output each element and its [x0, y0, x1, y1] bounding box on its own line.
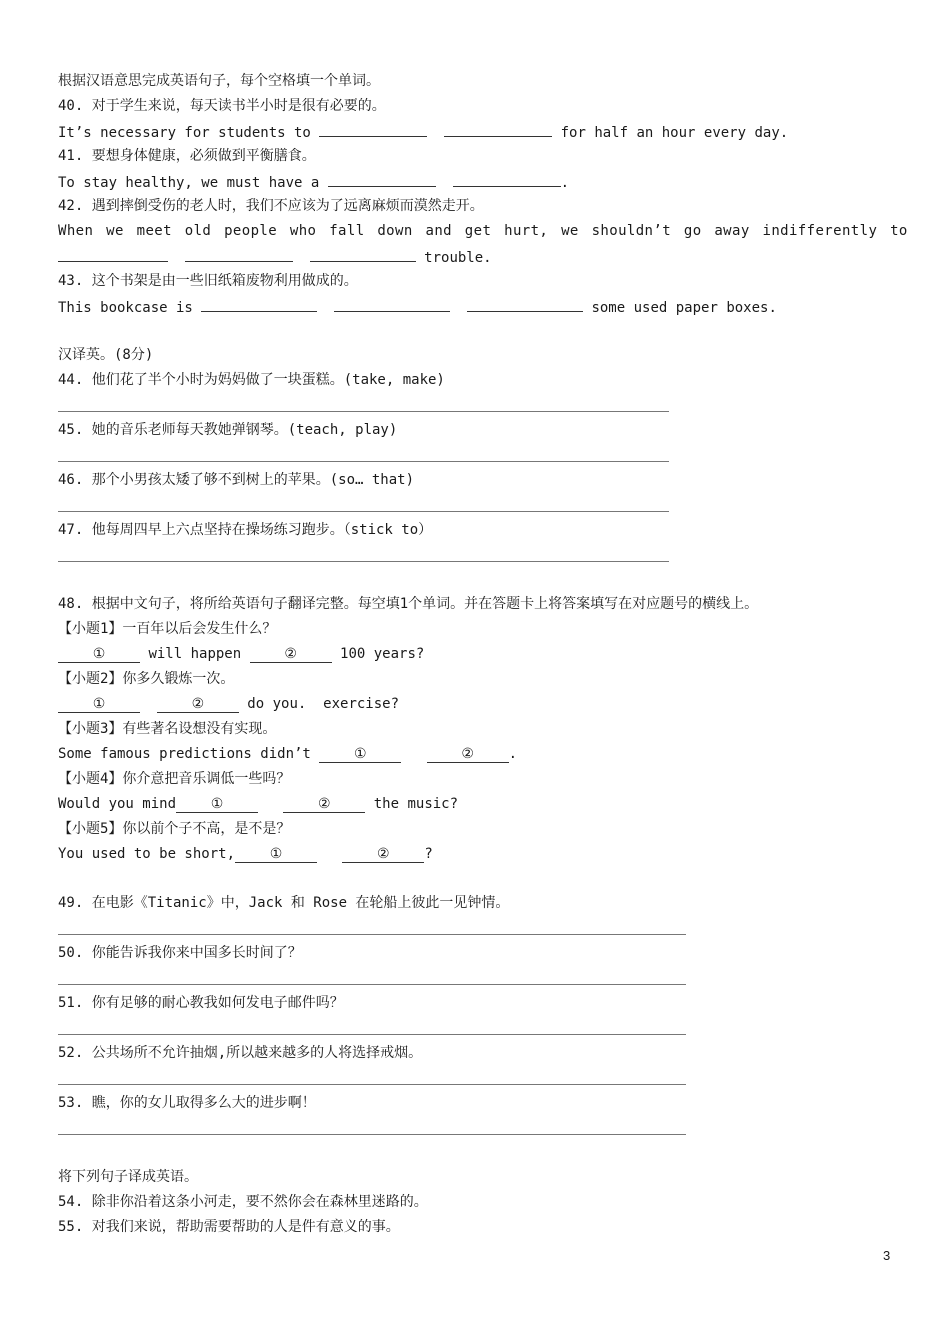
blank: [453, 172, 561, 187]
answer-line: [58, 511, 669, 512]
answer-40: It’s necessary for students to for half an hour every day.: [58, 122, 788, 142]
blank: [58, 247, 168, 262]
question-41: 41. 要想身体健康，必须做到平衡膳食。: [58, 148, 316, 164]
question-45: 45. 她的音乐老师每天教她弹钢琴。(teach, play): [58, 422, 398, 438]
section3-instruction: 48. 根据中文句子，将所给英语句子翻译完整。每空填1个单词。并在答题卡上将答案填写在对应题号的横线上。: [58, 596, 759, 612]
subquestion-2: 【小题2】你多久锻炼一次。: [58, 671, 235, 687]
blank-2: ②: [342, 846, 424, 863]
blank-1: ①: [176, 796, 258, 813]
blank-2: ②: [283, 796, 365, 813]
blank-2: ②: [250, 646, 332, 663]
subanswer-5: You used to be short, ① ② ?: [58, 846, 433, 862]
blank: [201, 297, 317, 312]
blank: [319, 122, 427, 137]
blank-1: ①: [58, 696, 140, 713]
question-55: 55. 对我们来说，帮助需要帮助的人是件有意义的事。: [58, 1219, 400, 1235]
answer-line: [58, 561, 669, 562]
blank-1: ①: [58, 646, 140, 663]
answer-line: [58, 1034, 686, 1035]
answer-43: This bookcase is some used paper boxes.: [58, 297, 777, 317]
answer-line: [58, 934, 686, 935]
question-40: 40. 对于学生来说，每天读书半小时是很有必要的。: [58, 98, 386, 114]
answer-42-line1: When we meet old people who fall down and get hurt, we shouldn’t go away indifferently to: [58, 223, 908, 239]
question-49: 49. 在电影《Titanic》中，Jack 和 Rose 在轮船上彼此一见钟情。: [58, 895, 510, 911]
blank-2: ②: [427, 746, 509, 763]
question-44: 44. 他们花了半个小时为妈妈做了一块蛋糕。(take, make): [58, 372, 445, 388]
answer-41: To stay healthy, we must have a .: [58, 172, 569, 192]
blank-1: ①: [235, 846, 317, 863]
question-47: 47. 他每周四早上六点坚持在操场练习跑步。（stick to）: [58, 522, 433, 538]
subanswer-1: ① will happen ② 100 years?: [58, 645, 424, 663]
question-43: 43. 这个书架是由一些旧纸箱废物利用做成的。: [58, 273, 358, 289]
blank: [334, 297, 450, 312]
blank-2: ②: [157, 696, 239, 713]
section2-instruction: 汉译英。(8分): [58, 347, 154, 363]
blank: [467, 297, 583, 312]
blank: [185, 247, 293, 262]
blank: [444, 122, 552, 137]
section5-instruction: 将下列句子译成英语。: [58, 1169, 198, 1185]
section1-instruction: 根据汉语意思完成英语句子，每个空格填一个单词。: [58, 73, 380, 89]
question-53: 53. 瞧，你的女儿取得多么大的进步啊！: [58, 1095, 316, 1111]
question-51: 51. 你有足够的耐心教我如何发电子邮件吗？: [58, 995, 344, 1011]
question-52: 52. 公共场所不允许抽烟,所以越来越多的人将选择戒烟。: [58, 1045, 423, 1061]
answer-line: [58, 984, 686, 985]
answer-line: [58, 411, 669, 412]
answer-42-line2: trouble.: [58, 247, 492, 267]
subquestion-1: 【小题1】一百年以后会发生什么？: [58, 621, 277, 637]
answer-line: [58, 1134, 686, 1135]
question-54: 54. 除非你沿着这条小河走，要不然你会在森林里迷路的。: [58, 1194, 428, 1210]
answer-line: [58, 1084, 686, 1085]
question-50: 50. 你能告诉我你来中国多长时间了？: [58, 945, 302, 961]
subquestion-4: 【小题4】你介意把音乐调低一些吗？: [58, 771, 291, 787]
question-46: 46. 那个小男孩太矮了够不到树上的苹果。(so… that): [58, 472, 415, 488]
subanswer-4: Would you mind ① ② the music?: [58, 796, 459, 812]
blank: [310, 247, 416, 262]
subanswer-2: ① ② do you. exercise?: [58, 695, 399, 713]
answer-line: [58, 461, 669, 462]
subquestion-3: 【小题3】有些著名设想没有实现。: [58, 721, 277, 737]
question-42: 42. 遇到摔倒受伤的老人时，我们不应该为了远离麻烦而漠然走开。: [58, 198, 484, 214]
page-number: 3: [883, 1248, 891, 1263]
blank-1: ①: [319, 746, 401, 763]
blank: [328, 172, 436, 187]
subquestion-5: 【小题5】你以前个子不高，是不是？: [58, 821, 291, 837]
subanswer-3: Some famous predictions didn’t ① ② .: [58, 746, 518, 762]
